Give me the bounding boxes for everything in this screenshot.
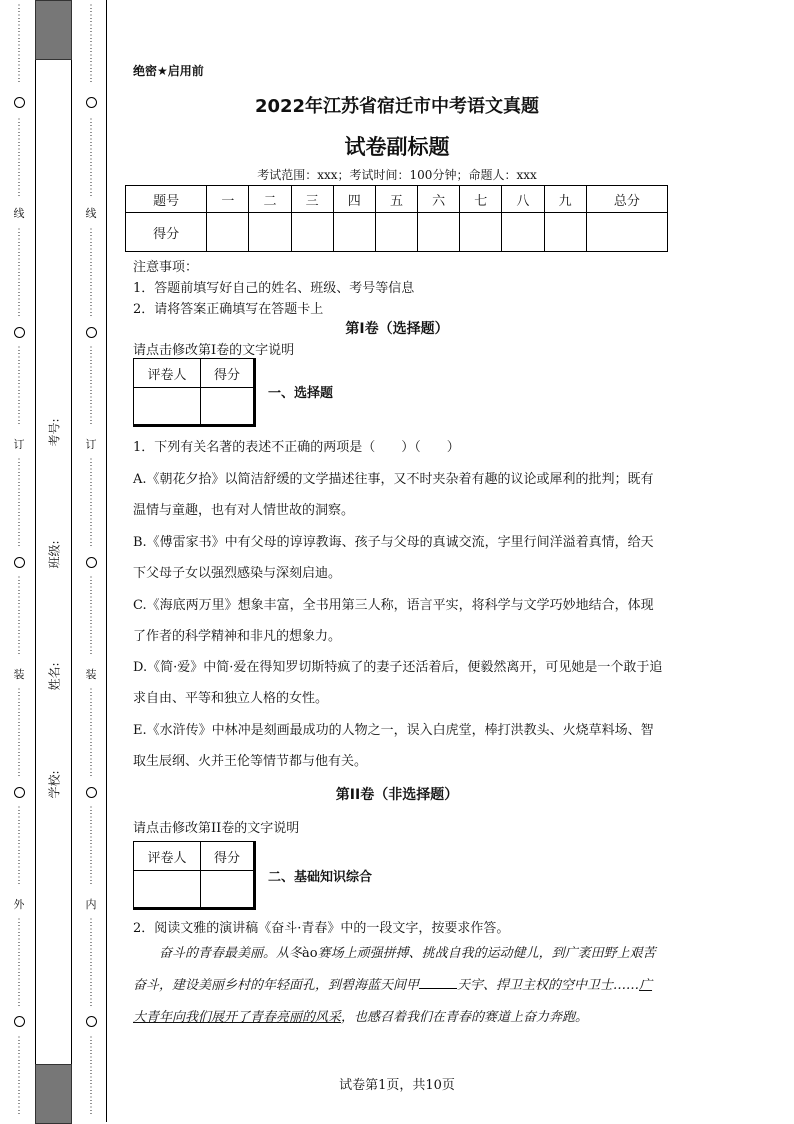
dotted-line: ⋮ ⋮ ⋮ ⋮ ⋮ ⋮ ⋮ ⋮ <box>86 806 96 886</box>
page-subtitle: 试卷副标题 <box>344 135 450 159</box>
page-footer: 试卷第1页，共10页 <box>339 1078 455 1093</box>
question-1: 1．下列有关名著的表述不正确的两项是（ ）（ ） <box>133 440 460 455</box>
score-row-label: 得分 <box>126 213 207 252</box>
part1-desc[interactable]: 请点击修改第I卷的文字说明 <box>133 343 295 358</box>
part2-grader-table <box>133 841 256 910</box>
score-label: 得分 <box>201 359 255 388</box>
option-d: D.《简·爱》中简·爱在得知罗切斯特疯了的妻子还活着后，便毅然离开，可见她是一个敢于追求自由、平等和独立人格的女性。 <box>133 660 663 706</box>
score-cell: 五 <box>375 186 417 213</box>
dotted-line: ⋮ ⋮ ⋮ ⋮ ⋮ ⋮ ⋮ ⋮ ⋮ <box>14 918 24 1008</box>
binding-circle <box>14 1016 25 1027</box>
score-cell: 八 <box>502 186 544 213</box>
score-table <box>125 185 668 252</box>
notes-item: 1．答题前填写好自己的姓名、班级、考号等信息 <box>133 281 415 296</box>
exam-info: 考试范围：xxx；考试时间：100分钟；命题人：xxx <box>257 168 537 182</box>
score-cell: 六 <box>418 186 460 213</box>
score-label: 得分 <box>201 842 255 871</box>
field-class: 班级: <box>47 540 62 569</box>
dotted-line: ⋮ ⋮ ⋮ ⋮ ⋮ ⋮ ⋮ ⋮ <box>86 346 96 426</box>
dotted-line: ⋮ ⋮ ⋮ ⋮ ⋮ ⋮ ⋮ ⋮ ⋮ <box>86 688 96 778</box>
question-2: 2．阅读文雅的演讲稿《奋斗·青春》中的一段文字，按要求作答。 <box>133 921 510 936</box>
reading-text: 赛场上顽强拼搏、挑战自我的运动健儿，到广袤田野上艰苦奋斗，建设美丽乡村的年轻面孔，到碧海蓝天间甲 <box>133 946 656 993</box>
dotted-line: ⋮ ⋮ ⋮ ⋮ ⋮ ⋮ ⋮ ⋮ <box>14 576 24 656</box>
dotted-line: ⋮ ⋮ ⋮ ⋮ ⋮ ⋮ ⋮ ⋮ <box>14 4 24 84</box>
score-input-cell[interactable] <box>586 213 667 252</box>
grader-input-cell[interactable] <box>134 871 201 909</box>
score-input-cell[interactable] <box>249 213 291 252</box>
dotted-line: ⋮ ⋮ ⋮ ⋮ ⋮ ⋮ ⋮ ⋮ ⋮ <box>14 458 24 548</box>
dotted-line: ⋮ ⋮ ⋮ ⋮ ⋮ ⋮ ⋮ ⋮ ⋮ <box>86 458 96 548</box>
section-title-basics: 二、基础知识综合 <box>268 870 373 885</box>
score-cell: 二 <box>249 186 291 213</box>
field-exam-number: 考号: <box>47 418 62 447</box>
dotted-line: ⋮ ⋮ ⋮ ⋮ ⋮ ⋮ ⋮ ⋮ <box>14 1036 24 1116</box>
pinyin: ào <box>302 946 318 961</box>
seal-char-zhuang: 装 <box>85 668 97 681</box>
score-cell: 九 <box>544 186 586 213</box>
score-table-header-row <box>126 186 668 213</box>
score-input-cell[interactable] <box>460 213 502 252</box>
score-cell: 一 <box>207 186 249 213</box>
score-input-cell[interactable] <box>375 213 417 252</box>
reading-text: ，也感召着我们在青春的赛道上奋力奔跑。 <box>341 1010 589 1025</box>
score-input-cell[interactable] <box>207 213 249 252</box>
option-a: A.《朝花夕拾》以简洁舒缓的文学描述往事，又不时夹杂着有趣的议论或犀利的批判；既有温情与童趣，也有对人情世故的洞察。 <box>133 472 654 518</box>
score-input-cell[interactable] <box>201 388 255 426</box>
dotted-line: ⋮ ⋮ ⋮ ⋮ ⋮ ⋮ ⋮ ⋮ <box>86 4 96 84</box>
notes-item: 2．请将答案正确填写在答题卡上 <box>133 302 324 317</box>
binding-circle <box>14 557 25 568</box>
seal-char-wai: 外 <box>13 898 25 911</box>
secret-mark: 绝密★启用前 <box>133 64 204 78</box>
notes-heading: 注意事项： <box>133 260 199 275</box>
score-cell: 总分 <box>586 186 667 213</box>
score-input-cell[interactable] <box>201 871 255 909</box>
reading-text: 天宇、捍卫主权的空中卫士…… <box>457 978 640 993</box>
dotted-line: ⋮ ⋮ ⋮ ⋮ ⋮ ⋮ ⋮ ⋮ ⋮ <box>14 688 24 778</box>
score-cell: 四 <box>333 186 375 213</box>
grader-label: 评卷人 <box>134 842 201 871</box>
fill-blank[interactable] <box>419 975 457 989</box>
dotted-line: ⋮ ⋮ ⋮ ⋮ ⋮ ⋮ ⋮ ⋮ <box>86 118 96 198</box>
option-c: C.《海底两万里》想象丰富，全书用第三人称，语言平实，将科学与文学巧妙地结合，体现了作者的科学精神和非凡的想象力。 <box>133 598 654 644</box>
score-input-cell[interactable] <box>291 213 333 252</box>
option-b: B.《傅雷家书》中有父母的谆谆教诲、孩子与父母的真诚交流，字里行间洋溢着真情，给天下父母子女以强烈感染与深刻启迪。 <box>133 535 654 581</box>
dotted-line: ⋮ ⋮ ⋮ ⋮ ⋮ ⋮ ⋮ ⋮ ⋮ <box>86 918 96 1008</box>
seal-char-xian: 线 <box>85 207 97 220</box>
seal-char-nei: 内 <box>85 898 97 911</box>
score-input-cell[interactable] <box>418 213 460 252</box>
score-cell: 三 <box>291 186 333 213</box>
score-input-cell[interactable] <box>502 213 544 252</box>
score-table-score-row <box>126 213 668 252</box>
reading-passage <box>133 938 663 1034</box>
dotted-line: ⋮ ⋮ ⋮ ⋮ ⋮ ⋮ ⋮ ⋮ <box>14 346 24 426</box>
dotted-line: ⋮ ⋮ ⋮ ⋮ ⋮ ⋮ ⋮ ⋮ <box>14 118 24 198</box>
page-title: 2022年江苏省宿迁市中考语文真题 <box>254 96 540 117</box>
option-e: E.《水浒传》中林冲是刻画最成功的人物之一，误入白虎堂，棒打洪教头、火烧草料场、智取生辰纲、火并王伦等情节都与他有关。 <box>133 723 654 769</box>
score-cell: 题号 <box>126 186 207 213</box>
seal-char-ding: 订 <box>13 438 25 451</box>
score-input-cell[interactable] <box>333 213 375 252</box>
field-name: 姓名: <box>47 662 62 691</box>
score-cell: 七 <box>460 186 502 213</box>
seal-char-zhuang: 装 <box>13 668 25 681</box>
reading-text: 奋斗的青春最美丽。从冬 <box>159 946 303 961</box>
section-title-choice: 一、选择题 <box>268 386 334 401</box>
dotted-line: ⋮ ⋮ ⋮ ⋮ ⋮ ⋮ ⋮ ⋮ <box>86 576 96 656</box>
seal-char-xian: 线 <box>13 207 25 220</box>
underlined-sentence: 广大青年向我们展开了青春亮丽的风采 <box>133 978 653 1025</box>
grader-label: 评卷人 <box>134 359 201 388</box>
part2-title: 第II卷（非选择题） <box>335 787 459 803</box>
seal-char-ding: 订 <box>85 438 97 451</box>
dotted-line: ⋮ ⋮ ⋮ ⋮ ⋮ ⋮ ⋮ ⋮ <box>14 806 24 886</box>
grader-input-cell[interactable] <box>134 388 201 426</box>
part1-grader-table <box>133 358 256 427</box>
field-school: 学校: <box>47 770 62 799</box>
score-input-cell[interactable] <box>544 213 586 252</box>
margin-block-bottom <box>35 1064 72 1124</box>
dotted-line: ⋮ ⋮ ⋮ ⋮ ⋮ ⋮ ⋮ ⋮ ⋮ <box>86 228 96 318</box>
dotted-line: ⋮ ⋮ ⋮ ⋮ ⋮ ⋮ ⋮ ⋮ ⋮ <box>14 228 24 318</box>
binding-circle <box>86 1016 97 1027</box>
part2-desc[interactable]: 请点击修改第II卷的文字说明 <box>133 821 300 836</box>
margin-block-top <box>35 0 72 60</box>
dotted-line: ⋮ ⋮ ⋮ ⋮ ⋮ ⋮ ⋮ ⋮ <box>86 1036 96 1116</box>
part1-title: 第I卷（选择题） <box>345 321 449 337</box>
binding-circle <box>86 557 97 568</box>
